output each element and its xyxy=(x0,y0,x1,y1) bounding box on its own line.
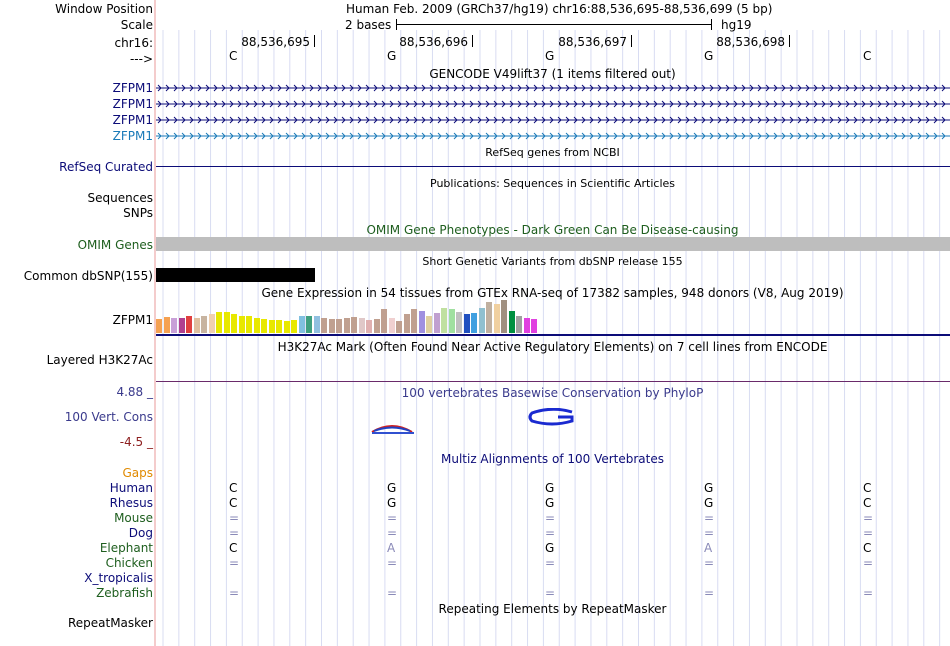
gtex-tissue-bar[interactable] xyxy=(201,316,207,333)
multiz-aligned-base: = xyxy=(863,511,874,525)
gtex-tissue-bar[interactable] xyxy=(284,321,290,333)
gtex-tissue-bar[interactable] xyxy=(306,316,312,333)
publications-snps-label[interactable]: SNPs xyxy=(123,206,153,220)
window-position-label: Window Position xyxy=(55,2,153,16)
multiz-aligned-base: = xyxy=(704,556,715,570)
refseq-track-title: RefSeq genes from NCBI xyxy=(485,146,620,159)
gtex-tissue-bar[interactable] xyxy=(186,316,192,333)
gtex-tissue-bar[interactable] xyxy=(479,308,485,333)
gencode-gene-label[interactable]: ZFPM1 xyxy=(112,97,153,111)
multiz-species-label[interactable]: Mouse xyxy=(114,511,153,525)
multiz-species-label[interactable]: X_tropicalis xyxy=(84,571,153,585)
gtex-tissue-bar[interactable] xyxy=(494,304,500,333)
multiz-aligned-base: G xyxy=(545,496,555,510)
position-tick xyxy=(314,35,315,47)
scale-bar xyxy=(396,24,712,25)
gtex-tissue-bar[interactable] xyxy=(531,319,537,333)
gtex-tissue-bar[interactable] xyxy=(374,319,380,333)
gtex-tissue-bar[interactable] xyxy=(194,318,200,333)
dbsnp-track-label[interactable]: Common dbSNP(155) xyxy=(23,269,153,283)
gtex-tissue-bar[interactable] xyxy=(231,314,237,333)
gtex-gene-line[interactable] xyxy=(156,334,950,336)
gtex-tissue-bar[interactable] xyxy=(224,312,230,333)
gtex-tissue-bar[interactable] xyxy=(156,319,162,333)
multiz-aligned-base: G xyxy=(545,481,555,495)
gtex-tissue-bar[interactable] xyxy=(269,320,275,333)
gtex-tissue-bar[interactable] xyxy=(389,318,395,333)
conservation-logo-c xyxy=(368,420,418,436)
gtex-tissue-bar[interactable] xyxy=(464,314,470,333)
multiz-aligned-base: C xyxy=(863,496,872,510)
gtex-tissue-bar[interactable] xyxy=(441,308,447,333)
multiz-aligned-base: = xyxy=(863,526,874,540)
gtex-tissue-bar[interactable] xyxy=(411,309,417,333)
multiz-aligned-base: G xyxy=(704,481,714,495)
gtex-track-label[interactable]: ZFPM1 xyxy=(112,313,153,327)
gencode-transcript[interactable] xyxy=(156,115,950,125)
multiz-aligned-base: C xyxy=(229,541,238,555)
publications-track-title: Publications: Sequences in Scientific Articles xyxy=(430,177,675,190)
reference-base: G xyxy=(387,49,397,63)
multiz-species-label[interactable]: Gaps xyxy=(122,466,153,480)
gtex-tissue-bar[interactable] xyxy=(321,318,327,333)
omim-feature-bar[interactable] xyxy=(156,237,950,251)
multiz-species-label[interactable]: Dog xyxy=(128,526,153,540)
multiz-aligned-base: = xyxy=(704,511,715,525)
gencode-transcript[interactable] xyxy=(156,131,950,141)
multiz-aligned-base: C xyxy=(863,541,872,555)
gtex-tissue-bar[interactable] xyxy=(359,318,365,333)
gtex-tissue-bar[interactable] xyxy=(351,317,357,333)
multiz-aligned-base: = xyxy=(229,511,240,525)
gtex-tissue-bar[interactable] xyxy=(179,318,185,333)
multiz-aligned-base: = xyxy=(863,586,874,600)
gencode-gene-label[interactable]: ZFPM1 xyxy=(112,113,153,127)
gtex-tissue-bar[interactable] xyxy=(471,313,477,333)
gtex-tissue-bar[interactable] xyxy=(329,319,335,333)
gtex-tissue-bar[interactable] xyxy=(404,314,410,333)
strand-label: ---> xyxy=(129,52,153,66)
reference-base: C xyxy=(863,49,872,63)
conservation-min-label: -4.5 _ xyxy=(119,435,153,449)
multiz-aligned-base: = xyxy=(387,526,398,540)
multiz-aligned-base: C xyxy=(229,496,238,510)
conservation-max-label: 4.88 _ xyxy=(116,385,153,399)
refseq-track-label[interactable]: RefSeq Curated xyxy=(59,160,153,174)
gencode-gene-label[interactable]: ZFPM1 xyxy=(112,129,153,143)
multiz-aligned-base: G xyxy=(545,541,555,555)
dbsnp-track-title: Short Genetic Variants from dbSNP release 155 xyxy=(422,255,683,268)
gtex-tissue-bar[interactable] xyxy=(254,318,260,333)
position-label: 88,536,698 xyxy=(716,35,785,49)
multiz-aligned-base: A xyxy=(704,541,713,555)
position-label: 88,536,697 xyxy=(558,35,627,49)
gtex-tissue-bar[interactable] xyxy=(509,311,515,333)
conservation-track-label[interactable]: 100 Vert. Cons xyxy=(64,410,153,424)
scale-label: Scale xyxy=(120,18,153,32)
multiz-aligned-base: = xyxy=(545,556,556,570)
reference-base: C xyxy=(229,49,238,63)
gtex-tissue-bar[interactable] xyxy=(419,311,425,333)
chrom-label: chr16: xyxy=(114,36,153,50)
gtex-tissue-bar[interactable] xyxy=(366,320,372,333)
multiz-aligned-base: = xyxy=(387,586,398,600)
gtex-tissue-bar[interactable] xyxy=(246,316,252,333)
multiz-aligned-base: G xyxy=(704,496,714,510)
gtex-tissue-bar[interactable] xyxy=(426,316,432,333)
multiz-aligned-base: = xyxy=(545,511,556,525)
multiz-aligned-base: C xyxy=(863,481,872,495)
gtex-tissue-bar[interactable] xyxy=(486,302,492,333)
gtex-tissue-bar[interactable] xyxy=(381,309,387,333)
position-tick xyxy=(789,35,790,47)
gtex-tissue-bar[interactable] xyxy=(336,319,342,333)
multiz-aligned-base: G xyxy=(387,481,397,495)
gtex-tissue-bar[interactable] xyxy=(291,320,297,333)
gtex-tissue-bar[interactable] xyxy=(524,318,530,333)
window-position-value: Human Feb. 2009 (GRCh37/hg19) chr16:88,536,695-88,536,699 (5 bp) xyxy=(346,2,773,16)
gencode-transcript[interactable] xyxy=(156,99,950,109)
refseq-gene-line[interactable] xyxy=(156,166,950,167)
position-label: 88,536,696 xyxy=(399,35,468,49)
h3k27ac-baseline xyxy=(156,381,950,382)
multiz-species-label[interactable]: Elephant xyxy=(99,541,153,555)
gtex-tissue-bar[interactable] xyxy=(501,300,507,333)
gtex-track-title: Gene Expression in 54 tissues from GTEx RNA-seq of 17382 samples, 948 donors (V8, Aug 2019) xyxy=(261,286,844,300)
multiz-species-label[interactable]: Chicken xyxy=(105,556,153,570)
scale-bar-left-tick xyxy=(396,19,397,30)
multiz-aligned-base: = xyxy=(229,586,240,600)
gencode-transcript[interactable] xyxy=(156,83,950,93)
multiz-aligned-base: = xyxy=(387,556,398,570)
omim-track-label[interactable]: OMIM Genes xyxy=(77,238,153,252)
conservation-track-title: 100 vertebrates Basewise Conservation by PhyloP xyxy=(401,386,704,400)
scale-assembly: hg19 xyxy=(721,18,752,32)
multiz-aligned-base: G xyxy=(387,496,397,510)
position-tick xyxy=(631,35,632,47)
gtex-tissue-bar[interactable] xyxy=(276,320,282,333)
gtex-tissue-bar[interactable] xyxy=(434,313,440,333)
multiz-species-label[interactable]: Human xyxy=(109,481,153,495)
gencode-track-title: GENCODE V49lift37 (1 items filtered out) xyxy=(429,67,676,81)
multiz-aligned-base: = xyxy=(863,556,874,570)
gtex-tissue-bar[interactable] xyxy=(239,316,245,333)
multiz-aligned-base: = xyxy=(229,556,240,570)
gtex-tissue-bar[interactable] xyxy=(344,318,350,333)
multiz-aligned-base: = xyxy=(704,526,715,540)
repeatmasker-track-label[interactable]: RepeatMasker xyxy=(67,616,153,630)
gencode-gene-label[interactable]: ZFPM1 xyxy=(112,81,153,95)
multiz-aligned-base: = xyxy=(229,526,240,540)
multiz-species-label[interactable]: Zebrafish xyxy=(96,586,153,600)
publications-sequences-label[interactable]: Sequences xyxy=(87,191,153,205)
multiz-aligned-base: = xyxy=(545,526,556,540)
multiz-track-title: Multiz Alignments of 100 Vertebrates xyxy=(440,452,665,466)
reference-base: G xyxy=(545,49,555,63)
multiz-aligned-base: = xyxy=(704,586,715,600)
multiz-aligned-base: C xyxy=(229,481,238,495)
reference-base: G xyxy=(704,49,714,63)
gtex-tissue-bar[interactable] xyxy=(164,317,170,333)
repeatmasker-track-title: Repeating Elements by RepeatMasker xyxy=(438,602,667,616)
position-label: 88,536,695 xyxy=(241,35,310,49)
dbsnp-variant-bar[interactable] xyxy=(156,268,315,282)
h3k27ac-track-label[interactable]: Layered H3K27Ac xyxy=(46,353,153,367)
gtex-tissue-bar[interactable] xyxy=(299,316,305,333)
gtex-tissue-bar[interactable] xyxy=(456,312,462,333)
gtex-tissue-bar[interactable] xyxy=(396,321,402,333)
gtex-tissue-bar[interactable] xyxy=(171,318,177,333)
scale-value: 2 bases xyxy=(345,18,392,32)
multiz-species-label[interactable]: Rhesus xyxy=(109,496,153,510)
multiz-aligned-base: A xyxy=(387,541,396,555)
position-tick xyxy=(472,35,473,47)
gtex-tissue-bar[interactable] xyxy=(261,319,267,333)
gtex-tissue-bar[interactable] xyxy=(516,316,522,333)
scale-bar-right-tick xyxy=(711,19,712,30)
multiz-aligned-base: = xyxy=(387,511,398,525)
h3k27ac-track-title: H3K27Ac Mark (Often Found Near Active Regulatory Elements) on 7 cell lines from ENCODE xyxy=(277,340,828,354)
omim-track-title: OMIM Gene Phenotypes - Dark Green Can Be Disease-causing xyxy=(366,223,739,237)
gtex-tissue-bar[interactable] xyxy=(449,309,455,333)
gtex-tissue-bar[interactable] xyxy=(216,312,222,333)
gtex-tissue-bar[interactable] xyxy=(314,316,320,333)
multiz-aligned-base: = xyxy=(545,586,556,600)
gtex-tissue-bar[interactable] xyxy=(209,314,215,333)
conservation-logo-g xyxy=(528,408,578,426)
